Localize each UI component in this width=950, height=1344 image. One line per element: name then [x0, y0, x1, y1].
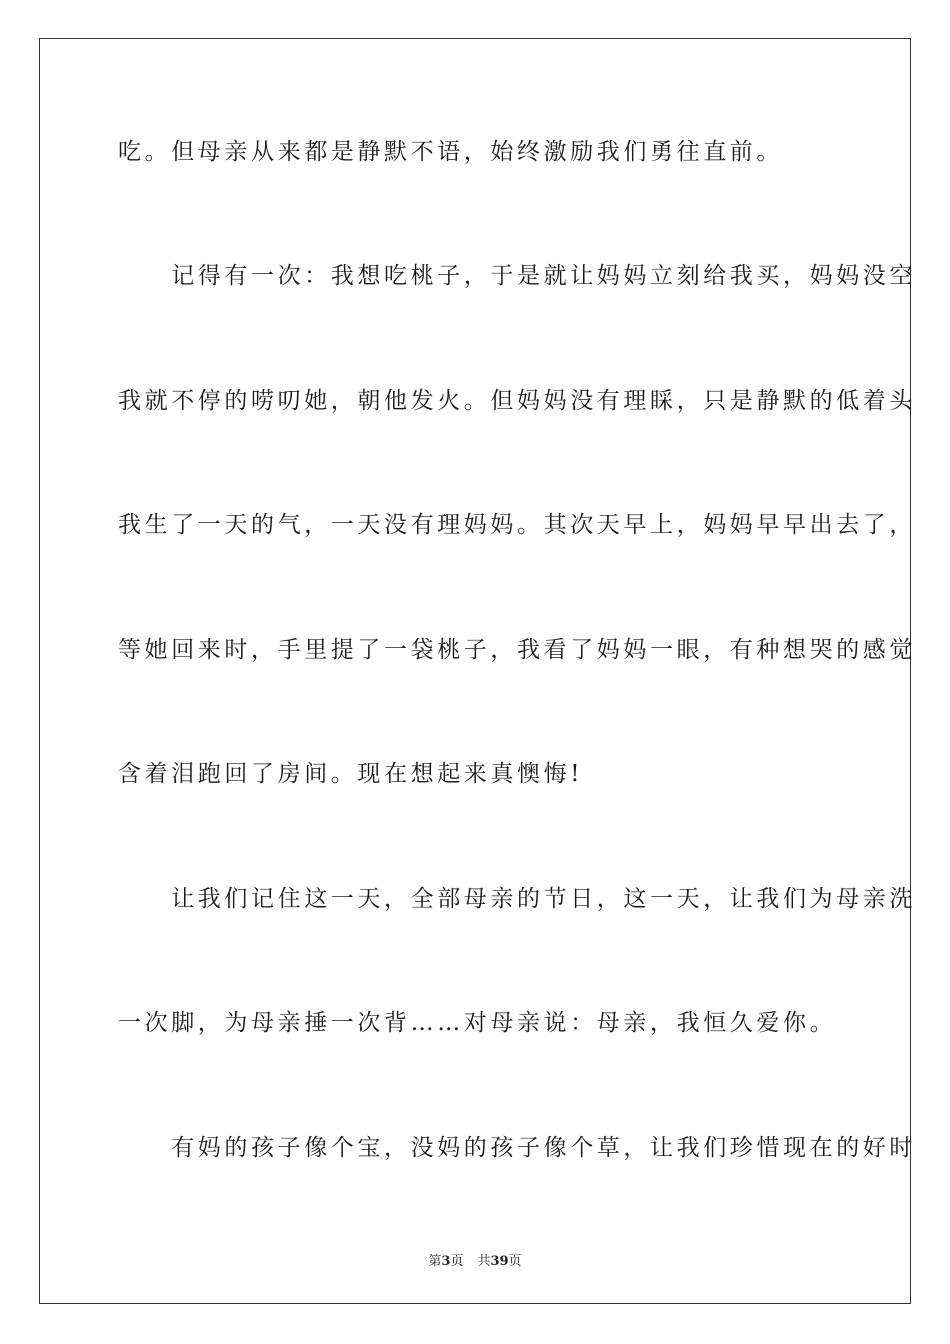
body-line-4: 我生了一天的气，一天没有理妈妈。其次天早上，妈妈早早出去了，	[118, 512, 916, 538]
body-line-1: 吃。但母亲从来都是静默不语，始终激励我们勇往直前。	[118, 139, 783, 165]
page-total: 39	[490, 1254, 509, 1269]
body-line-5: 等她回来时，手里提了一袋桃子，我看了妈妈一眼，有种想哭的感觉	[118, 637, 916, 663]
page-border	[39, 38, 911, 1304]
body-line-3: 我就不停的唠叨她，朝他发火。但妈妈没有理睬，只是静默的低着头	[118, 388, 916, 414]
body-line-8: 一次脚，为母亲捶一次背……对母亲说：母亲，我恒久爱你。	[118, 1010, 837, 1036]
body-line-6: 含着泪跑回了房间。现在想起来真懊悔!	[118, 761, 584, 787]
page-footer	[0, 1250, 950, 1269]
body-line-7: 让我们记住这一天，全部母亲的节日，这一天，让我们为母亲洗	[118, 886, 916, 912]
total-prefix: 共	[477, 1254, 491, 1269]
body-line-9: 有妈的孩子像个宝，没妈的孩子像个草，让我们珍惜现在的好时	[118, 1135, 916, 1161]
page-prefix: 第	[428, 1254, 442, 1269]
body-line-2: 记得有一次：我想吃桃子，于是就让妈妈立刻给我买，妈妈没空	[118, 263, 916, 289]
page-current: 3	[441, 1254, 451, 1269]
page-suffix: 页	[450, 1254, 464, 1269]
total-suffix: 页	[508, 1254, 522, 1269]
